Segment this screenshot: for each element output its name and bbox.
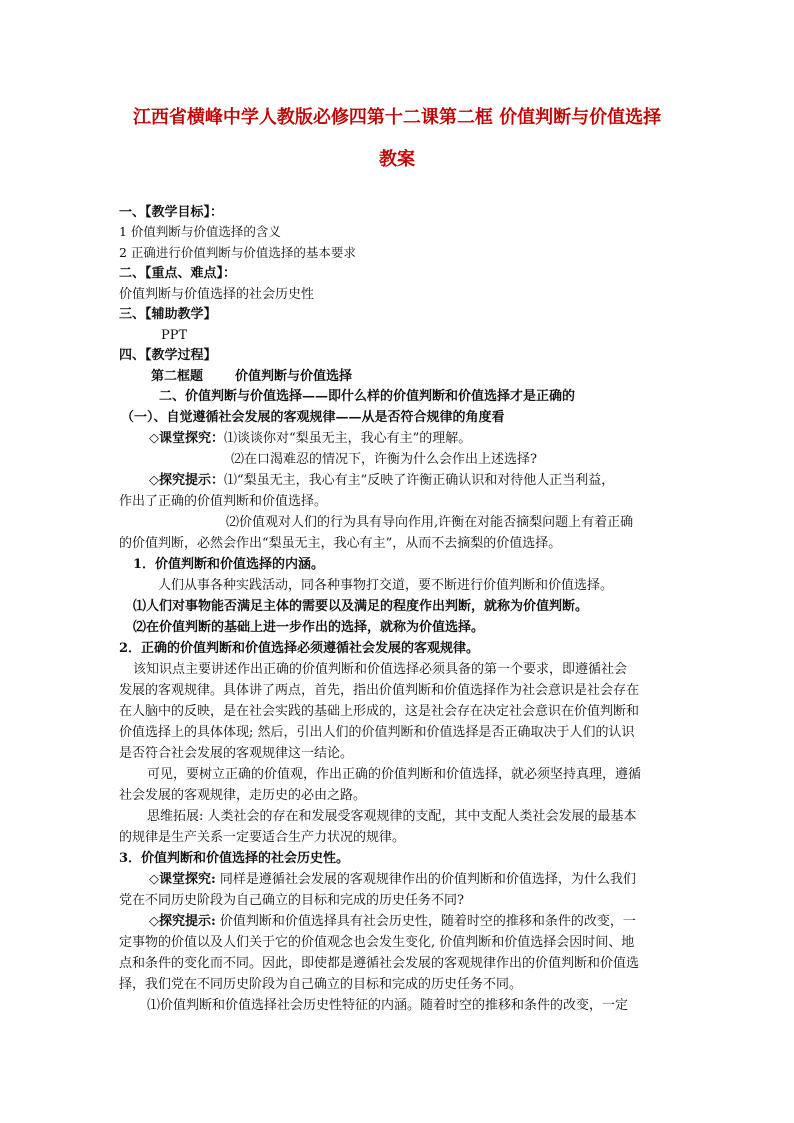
section3-body: PPT: [161, 328, 188, 343]
point3-last-line: ⑴价值判断和价值选择社会历史性特征的内涵。随着时空的推移和条件的改变，一定: [147, 998, 629, 1013]
part2-heading: 二、价值判断与价值选择——即什么样的价值判断和价值选择才是正确的: [159, 389, 576, 404]
point3-explore-label: ◇课堂探究:: [149, 872, 216, 887]
class-explore-1: [149, 430, 471, 448]
document-title-line1: 江西省横峰中学人教版必修四第十二课第二框 价值判断与价值选择: [132, 107, 662, 128]
point3-explore-l2: 党在不同历史阶段为自己确立的目标和完成的历史任务不同?: [119, 893, 464, 908]
section2-body: 价值判断与价值选择的社会历史性: [119, 287, 315, 302]
point2-p1-line: 该知识点主要讲述作出正确的价值判断和价值选择必须具备的第一个要求，即遵循社会: [133, 662, 628, 677]
point2-p3-line: 思维拓展: 人类社会的存在和发展受客观规律的支配，其中支配人类社会发展的最基本: [147, 809, 637, 824]
point3-hint-1: [149, 913, 636, 931]
point3-hint-l1: 价值判断和价值选择具有社会历史性，随着时空的推移和条件的改变，一: [215, 914, 636, 929]
section1-item1: 1 价值判断与价值选择的含义: [119, 224, 281, 239]
point3-hint-line: 定事物的价值以及人们关于它的价值观念也会发生变化, 价值判断和价值选择会因时间、地: [119, 935, 635, 950]
class-explore-q2: ⑵在口渴难忍的情况下，许衡为什么会作出上述选择?: [231, 452, 537, 467]
point1-l2: ⑴人们对事物能否满足主体的需要以及满足的程度作出判断，就称为价值判断。: [133, 599, 589, 614]
section4-heading: 四、【教学过程】: [119, 348, 217, 363]
section1-item2: 2 正确进行价值判断与价值选择的基本要求: [119, 245, 356, 260]
point2-heading: 2．正确的价值判断和价值选择必须遵循社会发展的客观规律。: [119, 641, 480, 656]
explore-hint-1: [149, 472, 614, 490]
explore-hint-l1: ⑴“梨虽无主，我心有主”反映了许衡正确认识和对待他人正当利益，: [224, 473, 615, 488]
point2-p3-line: 的规律是生产关系一定要适合生产力状况的规律。: [119, 830, 406, 845]
point2-p1-line: 在人脑中的反映，是在社会实践的基础上形成的，这是社会存在决定社会意识在价值判断和: [119, 704, 640, 719]
explore-hint-label: ◇探究提示：: [149, 473, 224, 488]
section1-heading: 一、【教学目标】：: [119, 205, 224, 220]
explore-hint-l2: 作出了正确的价值判断和价值选择。: [119, 494, 328, 509]
point3-heading: 3．价值判断和价值选择的社会历史性。: [119, 851, 350, 866]
class-explore-label: ◇课堂探究：: [149, 431, 224, 446]
point1-l3: ⑵在价值判断的基础上进一步作出的选择，就称为价值选择。: [133, 620, 485, 635]
point2-p2-line: 可见，要树立正确的价值观，作出正确的价值判断和价值选择，就必须坚持真理，遵循: [147, 767, 642, 782]
subsection1-heading: （一）、自觉遵循社会发展的客观规律——从是否符合规律的角度看: [121, 410, 505, 425]
point2-p2-line: 社会发展的客观规律，走历史的必由之路。: [119, 788, 367, 803]
point2-p1-line: 是否符合社会发展的客观规律这一结论。: [119, 746, 354, 761]
point3-explore-l1: 同样是遵循社会发展的客观规律作出的价值判断和价值选择，为什么我们: [215, 872, 636, 887]
point2-p1-line: 发展的客观规律。具体讲了两点，首先，指出价值判断和价值选择作为社会意识是社会存在: [119, 683, 640, 698]
section3-heading: 三、【辅助教学】: [119, 307, 217, 322]
point3-hint-label: ◇探究提示:: [149, 914, 216, 929]
point3-hint-line: 点和条件的变化而不同。因此，即使都是遵循社会发展的客观规律作出的价值判断和价值选: [119, 956, 640, 971]
section2-heading: 二、【重点、难点】：: [119, 266, 237, 281]
point2-p1-line: 价值选择上的具体体现; 然后，引出人们的价值判断和价值选择是否正确取决于人们的认识: [119, 725, 635, 740]
frame-label: 第二框题: [151, 369, 204, 384]
point3-hint-line: 择，我们党在不同历史阶段为自己确立的目标和完成的历史任务不同。: [119, 977, 523, 992]
frame-heading: [151, 368, 352, 386]
frame-title: 价值判断与价值选择: [235, 369, 353, 384]
explore-hint-l4: 的价值判断，必然会作出“梨虽无主，我心有主”，从而不去摘梨的价值选择。: [119, 536, 562, 551]
point3-explore-1: [149, 871, 636, 889]
point1-heading: 1．价值判断和价值选择的内涵。: [133, 557, 325, 572]
explore-hint-l3: ⑵价值观对人们的行为具有导向作用,许衡在对能否摘梨问题上有着正确: [226, 515, 634, 530]
document-title-line2: 教案: [379, 149, 415, 170]
class-explore-q1: ⑴谈谈你对“梨虽无主，我心有主”的理解。: [224, 431, 472, 446]
point1-l1: 人们从事各种实践活动，同各种事物打交道，要不断进行价值判断和价值选择。: [158, 578, 614, 593]
